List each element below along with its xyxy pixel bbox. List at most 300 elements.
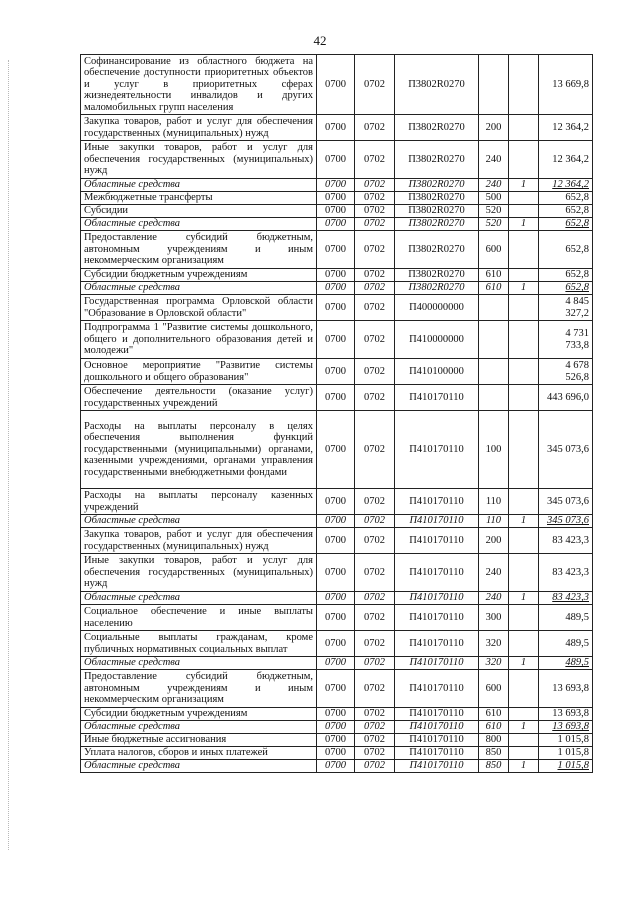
- row-source-code-text: 1: [520, 218, 527, 230]
- row-subsection-code-text: 0702: [364, 760, 385, 772]
- row-name: [81, 55, 317, 115]
- table-row: [81, 657, 593, 670]
- row-source-code: [509, 115, 539, 141]
- row-section-code: [317, 734, 355, 747]
- row-name-text: Областные средства: [84, 592, 181, 604]
- row-expense-type: [479, 192, 509, 205]
- row-section-code-text: 0700: [325, 760, 346, 772]
- row-expense-type-text: 200: [485, 534, 502, 546]
- row-name: [81, 385, 317, 411]
- row-name: [81, 282, 317, 295]
- row-subsection-code: [355, 321, 395, 359]
- row-section-code: [317, 385, 355, 411]
- row-subsection-code: [355, 295, 395, 321]
- row-section-code: [317, 592, 355, 605]
- row-name-text: Закупка товаров, работ и услуг для обеспечения государственных (муниципальных) нужд: [84, 116, 313, 139]
- row-subsection-code-text: 0702: [364, 515, 385, 527]
- row-target-code-text: П410170110: [409, 721, 464, 733]
- row-target-code: [395, 605, 479, 631]
- row-subsection-code: [355, 592, 395, 605]
- row-expense-type: [479, 205, 509, 218]
- row-subsection-code-text: 0702: [364, 179, 385, 191]
- row-expense-type-text: 110: [486, 515, 501, 527]
- row-name-text: Основное мероприятие "Развитие системы дошкольного и общего образования": [84, 360, 313, 383]
- row-subsection-code-text: 0702: [364, 301, 385, 313]
- row-target-code-text: П3802R0270: [408, 153, 465, 165]
- row-amount-text: 83 423,3: [552, 534, 589, 546]
- row-section-code: [317, 192, 355, 205]
- row-subsection-code-text: 0702: [364, 121, 385, 133]
- row-name-text: Государственная программа Орловской области "Образование в Орловской области": [84, 296, 313, 319]
- row-expense-type: [479, 605, 509, 631]
- table-row: [81, 489, 593, 515]
- row-amount-text: 13 693,8: [552, 682, 589, 694]
- row-source-code: [509, 631, 539, 657]
- row-amount: [539, 269, 593, 282]
- table-row: [81, 205, 593, 218]
- row-amount-text: 345 073,6: [547, 515, 589, 527]
- row-expense-type-text: 610: [485, 269, 502, 281]
- row-name-text: Межбюджетные трансферты: [84, 192, 213, 204]
- row-expense-type-text: 600: [485, 682, 502, 694]
- row-expense-type: [479, 515, 509, 528]
- row-subsection-code-text: 0702: [364, 534, 385, 546]
- row-subsection-code-text: 0702: [364, 243, 385, 255]
- row-expense-type: [479, 55, 509, 115]
- row-target-code-text: П410170110: [409, 682, 464, 694]
- row-source-code: [509, 321, 539, 359]
- row-amount-text: 1 015,8: [557, 734, 589, 746]
- row-name-text: Областные средства: [84, 657, 181, 669]
- row-expense-type: [479, 295, 509, 321]
- table-row: [81, 179, 593, 192]
- row-amount: [539, 515, 593, 528]
- row-amount: [539, 721, 593, 734]
- row-name: [81, 631, 317, 657]
- row-subsection-code: [355, 115, 395, 141]
- row-name-text: Расходы на выплаты персоналу казенных учреждений: [84, 490, 313, 513]
- row-section-code: [317, 218, 355, 231]
- row-expense-type: [479, 760, 509, 773]
- row-name: [81, 411, 317, 489]
- row-section-code-text: 0700: [325, 269, 346, 281]
- row-section-code-text: 0700: [325, 333, 346, 345]
- row-target-code: [395, 231, 479, 269]
- row-target-code: [395, 592, 479, 605]
- row-source-code: [509, 528, 539, 554]
- row-target-code: [395, 359, 479, 385]
- row-section-code: [317, 411, 355, 489]
- row-subsection-code: [355, 515, 395, 528]
- row-source-code: [509, 192, 539, 205]
- row-section-code-text: 0700: [325, 205, 346, 217]
- row-target-code-text: П410170110: [409, 566, 464, 578]
- row-section-code: [317, 528, 355, 554]
- row-source-code: [509, 218, 539, 231]
- row-expense-type: [479, 321, 509, 359]
- row-name: [81, 192, 317, 205]
- table-row: [81, 192, 593, 205]
- row-expense-type: [479, 657, 509, 670]
- row-name-text: Иные закупки товаров, работ и услуг для обеспечения государственных (муниципальных) нужд: [84, 142, 313, 177]
- row-subsection-code-text: 0702: [364, 682, 385, 694]
- row-amount-text: 443 696,0: [547, 391, 589, 403]
- row-name-text: Областные средства: [84, 218, 181, 230]
- row-expense-type: [479, 269, 509, 282]
- row-section-code: [317, 721, 355, 734]
- row-subsection-code-text: 0702: [364, 734, 385, 746]
- row-name: [81, 179, 317, 192]
- row-amount: [539, 55, 593, 115]
- row-name-text: Субсидии бюджетным учреждениям: [84, 708, 248, 720]
- budget-table-body: [81, 55, 593, 773]
- row-expense-type-text: 850: [485, 747, 502, 759]
- row-expense-type: [479, 721, 509, 734]
- row-amount: [539, 605, 593, 631]
- row-source-code: [509, 657, 539, 670]
- row-section-code: [317, 321, 355, 359]
- row-target-code-text: П3802R0270: [408, 269, 465, 281]
- table-row: [81, 592, 593, 605]
- row-subsection-code-text: 0702: [364, 443, 385, 455]
- table-row: [81, 528, 593, 554]
- row-subsection-code-text: 0702: [364, 495, 385, 507]
- row-expense-type: [479, 179, 509, 192]
- row-section-code-text: 0700: [325, 637, 346, 649]
- row-expense-type-text: 320: [485, 657, 502, 669]
- row-name: [81, 218, 317, 231]
- row-subsection-code: [355, 708, 395, 721]
- row-source-code: [509, 141, 539, 179]
- row-amount-text: 345 073,6: [547, 443, 589, 455]
- row-source-code: [509, 385, 539, 411]
- row-target-code-text: П3802R0270: [408, 78, 465, 90]
- row-section-code: [317, 55, 355, 115]
- table-row: [81, 747, 593, 760]
- budget-table: [80, 54, 593, 773]
- row-expense-type-text: 320: [485, 637, 502, 649]
- row-target-code-text: П410170110: [409, 611, 464, 623]
- row-expense-type: [479, 734, 509, 747]
- row-expense-type-text: 500: [485, 192, 502, 204]
- row-subsection-code-text: 0702: [364, 282, 385, 294]
- row-subsection-code-text: 0702: [364, 566, 385, 578]
- row-target-code: [395, 115, 479, 141]
- row-section-code: [317, 115, 355, 141]
- row-subsection-code: [355, 657, 395, 670]
- row-name: [81, 359, 317, 385]
- row-expense-type: [479, 489, 509, 515]
- row-target-code-text: П410170110: [409, 708, 464, 720]
- row-subsection-code: [355, 411, 395, 489]
- row-section-code: [317, 554, 355, 592]
- row-source-code: [509, 760, 539, 773]
- row-amount: [539, 359, 593, 385]
- row-subsection-code: [355, 734, 395, 747]
- row-name: [81, 205, 317, 218]
- row-name-text: Областные средства: [84, 721, 181, 733]
- table-row: [81, 359, 593, 385]
- row-section-code: [317, 670, 355, 708]
- row-section-code-text: 0700: [325, 179, 346, 191]
- row-amount-text: 489,5: [565, 611, 589, 623]
- page-number: 42: [313, 33, 327, 48]
- row-source-code: [509, 359, 539, 385]
- row-amount: [539, 282, 593, 295]
- row-amount-text: 1 015,8: [557, 747, 589, 759]
- row-target-code: [395, 721, 479, 734]
- row-subsection-code: [355, 385, 395, 411]
- row-target-code: [395, 631, 479, 657]
- row-amount-text: 652,8: [565, 192, 589, 204]
- row-subsection-code-text: 0702: [364, 78, 385, 90]
- row-subsection-code-text: 0702: [364, 365, 385, 377]
- row-section-code: [317, 489, 355, 515]
- row-expense-type: [479, 528, 509, 554]
- row-expense-type: [479, 631, 509, 657]
- row-section-code: [317, 141, 355, 179]
- row-amount: [539, 657, 593, 670]
- row-amount-text: 652,8: [565, 205, 589, 217]
- row-target-code: [395, 411, 479, 489]
- row-subsection-code: [355, 528, 395, 554]
- row-amount-text: 12 364,2: [552, 121, 589, 133]
- row-target-code: [395, 179, 479, 192]
- row-amount: [539, 670, 593, 708]
- row-target-code-text: П400000000: [409, 301, 464, 313]
- row-source-code: [509, 515, 539, 528]
- row-source-code: [509, 721, 539, 734]
- row-expense-type-text: 240: [485, 566, 502, 578]
- row-expense-type-text: 520: [485, 218, 502, 230]
- row-section-code: [317, 359, 355, 385]
- row-amount: [539, 554, 593, 592]
- row-section-code-text: 0700: [325, 592, 346, 604]
- row-subsection-code: [355, 231, 395, 269]
- row-expense-type: [479, 359, 509, 385]
- row-name: [81, 747, 317, 760]
- table-row: [81, 55, 593, 115]
- row-amount: [539, 205, 593, 218]
- row-name: [81, 760, 317, 773]
- row-source-code: [509, 708, 539, 721]
- row-name: [81, 321, 317, 359]
- row-amount: [539, 115, 593, 141]
- row-section-code-text: 0700: [325, 495, 346, 507]
- table-row: [81, 760, 593, 773]
- row-target-code: [395, 321, 479, 359]
- row-expense-type-text: 600: [485, 243, 502, 255]
- row-name-text: Социальное обеспечение и иные выплаты населению: [84, 606, 313, 629]
- row-expense-type: [479, 592, 509, 605]
- row-subsection-code: [355, 55, 395, 115]
- row-subsection-code-text: 0702: [364, 611, 385, 623]
- row-section-code: [317, 605, 355, 631]
- row-subsection-code: [355, 670, 395, 708]
- row-expense-type-text: 240: [485, 179, 502, 191]
- row-expense-type-text: 240: [485, 592, 502, 604]
- row-target-code-text: П3802R0270: [408, 179, 465, 191]
- row-subsection-code: [355, 605, 395, 631]
- row-target-code-text: П3802R0270: [408, 243, 465, 255]
- row-subsection-code-text: 0702: [364, 205, 385, 217]
- row-expense-type: [479, 282, 509, 295]
- row-section-code: [317, 295, 355, 321]
- row-amount-text: 652,8: [565, 218, 589, 230]
- row-section-code: [317, 205, 355, 218]
- row-expense-type-text: 100: [485, 443, 502, 455]
- row-source-code: [509, 295, 539, 321]
- row-target-code-text: П410170110: [409, 592, 464, 604]
- row-amount: [539, 734, 593, 747]
- row-target-code: [395, 141, 479, 179]
- row-amount-text: 489,5: [565, 657, 589, 669]
- row-name-text: Социальные выплаты гражданам, кроме публичных нормативных социальных выплат: [84, 632, 313, 655]
- row-name-text: Обеспечение деятельности (оказание услуг) государственных учреждений: [84, 386, 313, 409]
- row-name-text: Предоставление субсидий бюджетным, автономным учреждениям и иным некоммерческим организациям: [84, 671, 313, 706]
- table-row: [81, 295, 593, 321]
- row-target-code: [395, 528, 479, 554]
- row-section-code-text: 0700: [325, 515, 346, 527]
- row-section-code-text: 0700: [325, 657, 346, 669]
- row-source-code-text: 1: [520, 515, 527, 527]
- row-source-code: [509, 489, 539, 515]
- row-expense-type-text: 850: [485, 760, 502, 772]
- row-amount-text: 652,8: [565, 269, 589, 281]
- row-source-code-text: 1: [520, 282, 527, 294]
- row-target-code: [395, 192, 479, 205]
- row-subsection-code: [355, 218, 395, 231]
- row-name: [81, 657, 317, 670]
- row-subsection-code: [355, 554, 395, 592]
- row-section-code-text: 0700: [325, 443, 346, 455]
- row-section-code-text: 0700: [325, 734, 346, 746]
- row-name-text: Субсидии бюджетным учреждениям: [84, 269, 248, 281]
- row-source-code: [509, 205, 539, 218]
- row-amount: [539, 411, 593, 489]
- row-expense-type: [479, 411, 509, 489]
- row-expense-type: [479, 708, 509, 721]
- row-name: [81, 554, 317, 592]
- row-target-code: [395, 205, 479, 218]
- row-expense-type: [479, 554, 509, 592]
- table-row: [81, 269, 593, 282]
- row-expense-type-text: 200: [485, 121, 502, 133]
- row-target-code: [395, 670, 479, 708]
- row-section-code: [317, 657, 355, 670]
- row-section-code-text: 0700: [325, 611, 346, 623]
- row-subsection-code: [355, 179, 395, 192]
- row-name-text: Подпрограмма 1 "Развитие системы дошкольного, общего и дополнительного образования детей и молодежи": [84, 322, 313, 357]
- row-section-code-text: 0700: [325, 747, 346, 759]
- row-amount: [539, 231, 593, 269]
- row-name-text: Областные средства: [84, 515, 181, 527]
- row-name-text: Иные бюджетные ассигнования: [84, 734, 227, 746]
- row-target-code: [395, 515, 479, 528]
- row-target-code: [395, 708, 479, 721]
- row-section-code-text: 0700: [325, 282, 346, 294]
- row-expense-type: [479, 385, 509, 411]
- row-expense-type-text: 110: [485, 495, 502, 507]
- row-name-text: Областные средства: [84, 179, 181, 191]
- row-expense-type-text: 240: [485, 153, 502, 165]
- row-expense-type-text: 610: [485, 721, 502, 733]
- row-expense-type: [479, 218, 509, 231]
- row-source-code: [509, 231, 539, 269]
- row-name: [81, 141, 317, 179]
- table-row: [81, 411, 593, 489]
- row-source-code: [509, 269, 539, 282]
- row-amount-text: 4 731 733,8: [565, 328, 589, 351]
- row-amount-text: 13 669,8: [552, 78, 589, 90]
- row-name-text: Областные средства: [84, 282, 181, 294]
- row-source-code-text: 1: [520, 657, 527, 669]
- row-section-code: [317, 631, 355, 657]
- row-source-code-text: 1: [520, 592, 527, 604]
- row-subsection-code-text: 0702: [364, 708, 385, 720]
- row-target-code-text: П3802R0270: [408, 192, 465, 204]
- row-source-code-text: 1: [520, 760, 527, 772]
- row-name: [81, 489, 317, 515]
- row-subsection-code-text: 0702: [364, 721, 385, 733]
- table-row: [81, 554, 593, 592]
- row-name: [81, 515, 317, 528]
- row-name-text: Областные средства: [84, 760, 181, 772]
- row-target-code-text: П410170110: [409, 734, 464, 746]
- row-target-code-text: П410100000: [409, 365, 464, 377]
- row-amount-text: 652,8: [565, 243, 589, 255]
- row-name-text: Уплата налогов, сборов и иных платежей: [84, 747, 268, 759]
- row-target-code: [395, 734, 479, 747]
- table-row: [81, 218, 593, 231]
- row-name: [81, 670, 317, 708]
- row-section-code: [317, 231, 355, 269]
- row-amount: [539, 528, 593, 554]
- row-subsection-code-text: 0702: [364, 637, 385, 649]
- table-row: [81, 385, 593, 411]
- row-name: [81, 708, 317, 721]
- row-amount-text: 345 073,6: [547, 495, 589, 507]
- row-name: [81, 734, 317, 747]
- row-section-code-text: 0700: [325, 708, 346, 720]
- row-section-code-text: 0700: [325, 721, 346, 733]
- table-row: [81, 734, 593, 747]
- row-target-code-text: П410170110: [409, 747, 464, 759]
- row-name: [81, 721, 317, 734]
- row-amount: [539, 218, 593, 231]
- row-section-code-text: 0700: [325, 192, 346, 204]
- row-target-code-text: П3802R0270: [408, 121, 465, 133]
- row-section-code-text: 0700: [325, 365, 346, 377]
- row-target-code: [395, 657, 479, 670]
- row-section-code-text: 0700: [325, 534, 346, 546]
- row-amount-text: 1 015,8: [557, 760, 589, 772]
- row-target-code-text: П410170110: [409, 657, 464, 669]
- row-source-code: [509, 282, 539, 295]
- row-subsection-code-text: 0702: [364, 192, 385, 204]
- table-row: [81, 721, 593, 734]
- row-name: [81, 295, 317, 321]
- row-section-code: [317, 282, 355, 295]
- row-section-code: [317, 179, 355, 192]
- row-name-text: Софинансирование из областного бюджета на обеспечение доступности приоритетных объектов и услуг в приоритетных сферах жизнедеятельности инвалидов и других маломобильных групп населения: [84, 55, 313, 113]
- row-section-code: [317, 269, 355, 282]
- row-target-code: [395, 385, 479, 411]
- row-target-code-text: П3802R0270: [408, 205, 465, 217]
- row-source-code-text: 1: [520, 721, 527, 733]
- row-expense-type-text: 520: [485, 205, 502, 217]
- row-section-code-text: 0700: [325, 566, 346, 578]
